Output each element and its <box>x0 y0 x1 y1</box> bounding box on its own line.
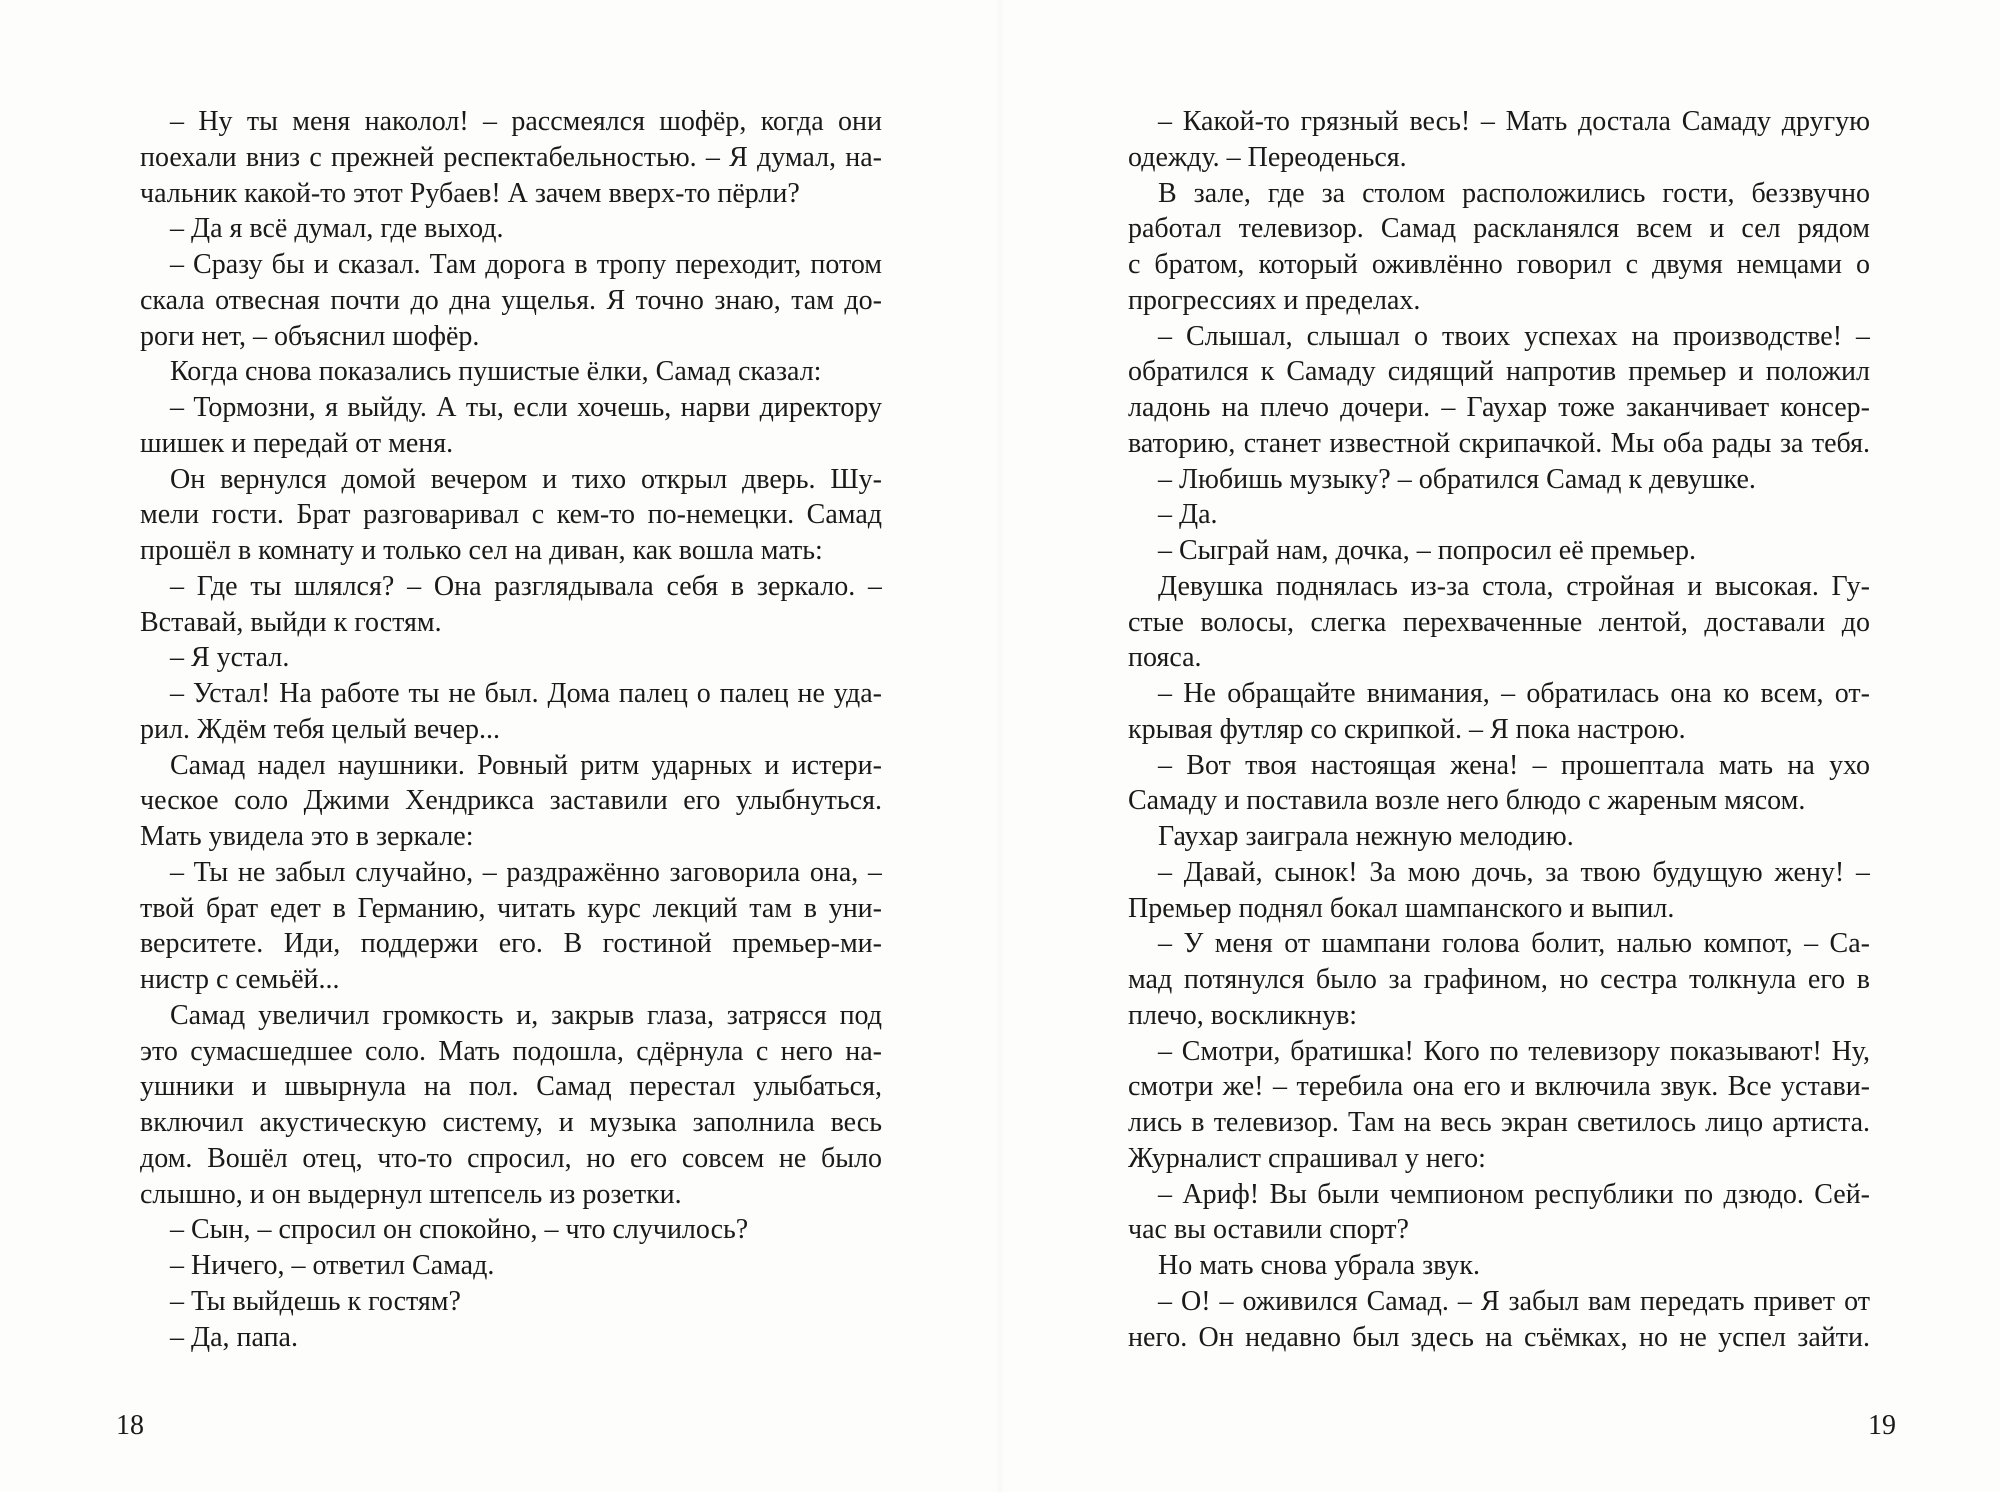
text-line: В зале, где за столом расположились гости, беззвучно <box>1158 177 1870 209</box>
text-line: – У меня от шампани голова болит, налью компот, – Са- <box>1158 928 1870 960</box>
right-page-number: 19 <box>1868 1410 1896 1441</box>
text-line: нистр с семьёй... <box>140 964 340 995</box>
text-line: – Ариф! Вы были чемпионом республики по дзюдо. Сей- <box>1158 1178 1870 1210</box>
text-line: стые волосы, слегка перехваченные лентой, доставали до <box>1128 606 1870 638</box>
text-line: мад потянулся было за графином, но сестра толкнула его в <box>1128 964 1870 995</box>
text-line: Но мать снова убрала звук. <box>1158 1250 1481 1281</box>
text-line: работал телевизор. Самад раскланялся всем и сел рядом <box>1128 213 1870 245</box>
text-line: твой брат едет в Германию, читать курс лекций там в уни- <box>140 892 882 924</box>
text-line: – Да. <box>1158 499 1218 531</box>
text-line: час вы оставили спорт? <box>1128 1214 1409 1246</box>
text-line: – Я устал. <box>170 642 290 674</box>
text-line: – Не обращайте внимания, – обратилась она ко всем, от- <box>1158 678 1870 709</box>
text-line: слышно, и он выдернул штепсель из розетки. <box>140 1178 682 1210</box>
text-line: – Да я всё думал, где выход. <box>170 213 504 245</box>
text-line: это сумасшедшее соло. Мать подошла, сдёрнула с него на- <box>140 1035 882 1067</box>
text-line: него. Он недавно был здесь на съёмках, но не успел зайти. <box>1128 1321 1870 1353</box>
text-line: ушники и швырнула на пол. Самад перестал улыбаться, <box>140 1071 882 1103</box>
text-line: – Да, папа. <box>170 1321 298 1353</box>
text-line: прошёл в комнату и только сел на диван, как вошла мать: <box>140 535 823 566</box>
text-line: ладонь на плечо дочери. – Гаухар тоже заканчивает консер- <box>1128 392 1870 423</box>
text-line: скала отвесная почти до дна ущелья. Я точно знаю, там до- <box>140 284 882 316</box>
text-line: прогрессиях и пределах. <box>1128 284 1421 316</box>
right-page <box>1000 0 2000 1492</box>
text-line: смотри же! – теребила она его и включила звук. Все устави- <box>1128 1071 1870 1103</box>
text-line: Когда снова показались пушистые ёлки, Самад сказал: <box>170 356 822 388</box>
text-line: лись в телевизор. Там на весь экран светилось лицо артиста. <box>1128 1107 1870 1138</box>
text-line: – Сразу бы и сказал. Там дорога в тропу переходит, потом <box>170 249 882 280</box>
text-line: – Ну ты меня наколол! – рассмеялся шофёр, когда они <box>170 106 882 137</box>
text-line: одежду. – Переоденься. <box>1128 141 1407 173</box>
text-line: рил. Ждём тебя целый вечер... <box>140 713 501 745</box>
text-line: – Вот твоя настоящая жена! – прошептала мать на ухо <box>1158 749 1870 781</box>
text-line: роги нет, – объяснил шофёр. <box>140 320 480 352</box>
text-line: Премьер поднял бокал шампанского и выпил. <box>1128 892 1675 924</box>
text-line: – Слышал, слышал о твоих успехах на производстве! – <box>1158 320 1870 352</box>
text-line: Мать увидела это в зеркале: <box>140 821 474 852</box>
left-page-number: 18 <box>116 1410 144 1441</box>
text-line: – Смотри, братишка! Кого по телевизору показывают! Ну, <box>1158 1035 1870 1067</box>
text-line: – Какой-то грязный весь! – Мать достала Самаду другую <box>1158 106 1870 137</box>
left-page-text <box>140 104 882 1355</box>
text-line: ческое соло Джими Хендрикса заставили его улыбнуться. <box>140 785 882 817</box>
text-line: – Ничего, – ответил Самад. <box>170 1250 495 1281</box>
text-line: чальник какой-то этот Рубаев! А зачем вверх-то пёрли? <box>140 177 800 209</box>
text-line: – Сын, – спросил он спокойно, – что случилось? <box>170 1214 749 1246</box>
right-page-text <box>1128 104 1870 1355</box>
text-line: Вставай, выйди к гостям. <box>140 606 442 638</box>
text-line: Самад надел наушники. Ровный ритм ударных и истери- <box>170 749 882 781</box>
text-line: – Любишь музыку? – обратился Самад к девушке. <box>1158 463 1756 495</box>
text-line: поехали вниз с прежней респектабельностью. – Я думал, на- <box>140 141 882 173</box>
text-line: – Давай, сынок! За мою дочь, за твою будущую жену! – <box>1158 856 1870 888</box>
text-line: – Где ты шлялся? – Она разглядывала себя в зеркало. – <box>170 570 882 602</box>
text-line: Самаду и поставила возле него блюдо с жареным мясом. <box>1128 785 1806 817</box>
text-line: пояса. <box>1128 642 1202 674</box>
text-line: крывая футляр со скрипкой. – Я пока настрою. <box>1128 713 1686 745</box>
text-line: – Тормозни, я выйду. А ты, если хочешь, нарви директору <box>170 392 882 423</box>
text-line: – Устал! На работе ты не был. Дома палец о палец не уда- <box>170 678 882 709</box>
text-line: Самад увеличил громкость и, закрыв глаза, затрясся под <box>170 999 882 1031</box>
text-line: с братом, который оживлённо говорил с двумя немцами о <box>1128 249 1870 280</box>
text-line: – Сыграй нам, дочка, – попросил её премьер. <box>1158 535 1696 566</box>
text-line: – Ты не забыл случайно, – раздражённо заговорила она, – <box>170 856 882 888</box>
text-line: Девушка поднялась из-за стола, стройная и высокая. Гу- <box>1158 570 1870 602</box>
text-line: верситете. Иди, поддержи его. В гостиной премьер-ми- <box>140 928 882 960</box>
text-line: включил акустическую систему, и музыка заполнила весь <box>140 1107 882 1138</box>
text-line: шишек и передай от меня. <box>140 427 454 459</box>
text-line: дом. Вошёл отец, что-то спросил, но его совсем не было <box>140 1142 882 1174</box>
text-line: – Ты выйдешь к гостям? <box>170 1285 461 1317</box>
text-line: мели гости. Брат разговаривал с кем-то по-немецки. Самад <box>140 499 882 531</box>
text-line: плечо, воскликнув: <box>1128 999 1358 1031</box>
text-line: ваторию, станет известной скрипачкой. Мы оба рады за тебя. <box>1128 427 1870 459</box>
text-line: обратился к Самаду сидящий напротив премьер и положил <box>1128 356 1870 388</box>
text-line: Гаухар заиграла нежную мелодию. <box>1158 821 1574 852</box>
text-line: Журналист спрашивал у него: <box>1128 1142 1486 1174</box>
text-line: Он вернулся домой вечером и тихо открыл дверь. Шу- <box>170 463 882 495</box>
text-line: – О! – оживился Самад. – Я забыл вам передать привет от <box>1158 1285 1870 1317</box>
